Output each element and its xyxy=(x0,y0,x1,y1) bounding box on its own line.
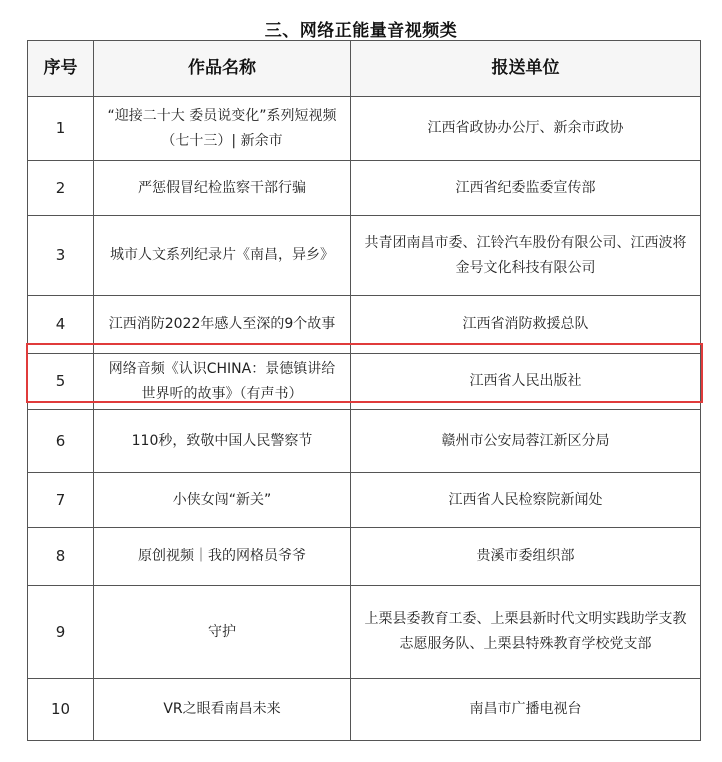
table-row xyxy=(28,679,701,741)
table-row-highlighted xyxy=(28,354,701,410)
submitting-unit: 上栗县委教育工委、上栗县新时代文明实践助学支教志愿服务队、上栗县特殊教育学校党支部 xyxy=(351,586,701,679)
row-number: 6 xyxy=(28,410,94,473)
row-number: 5 xyxy=(28,354,94,410)
table-row xyxy=(28,586,701,679)
work-title: 原创视频｜我的网格员爷爷 xyxy=(94,528,351,586)
column-header-number: 序号 xyxy=(28,41,94,97)
page-title: 三、网络正能量音视频类 xyxy=(264,21,458,41)
table-row xyxy=(28,410,701,473)
table-row xyxy=(28,296,701,354)
work-title: 城市人文系列纪录片《南昌，异乡》 xyxy=(94,216,351,296)
table-row xyxy=(28,473,701,528)
submitting-unit: 南昌市广播电视台 xyxy=(351,679,701,741)
work-title: 网络音频《认识CHINA：景德镇讲给世界听的故事》（有声书） xyxy=(94,354,351,410)
work-title: 小侠女闯“新关” xyxy=(94,473,351,528)
submitting-unit: 江西省政协办公厅、新余市政协 xyxy=(351,97,701,161)
row-number: 4 xyxy=(28,296,94,354)
work-title: “迎接二十大 委员说变化”系列短视频（七十三）| 新余市 xyxy=(94,97,351,161)
row-number: 9 xyxy=(28,586,94,679)
submitting-unit: 江西省消防救援总队 xyxy=(351,296,701,354)
submitting-unit: 江西省人民检察院新闻处 xyxy=(351,473,701,528)
submitting-unit: 江西省纪委监委宣传部 xyxy=(351,161,701,216)
table-header-row xyxy=(28,41,701,97)
column-header-work-title: 作品名称 xyxy=(94,41,351,97)
table-row xyxy=(28,216,701,296)
submitting-unit: 江西省人民出版社 xyxy=(351,354,701,410)
submitting-unit: 贵溪市委组织部 xyxy=(351,528,701,586)
row-number: 7 xyxy=(28,473,94,528)
submitting-unit: 共青团南昌市委、江铃汽车股份有限公司、江西波将金号文化科技有限公司 xyxy=(351,216,701,296)
work-title: 110秒，致敬中国人民警察节 xyxy=(94,410,351,473)
award-table xyxy=(27,40,701,741)
submitting-unit: 赣州市公安局蓉江新区分局 xyxy=(351,410,701,473)
table-row xyxy=(28,528,701,586)
work-title: VR之眼看南昌未来 xyxy=(94,679,351,741)
column-header-submitting-unit: 报送单位 xyxy=(351,41,701,97)
row-number: 3 xyxy=(28,216,94,296)
work-title: 守护 xyxy=(94,586,351,679)
table-row xyxy=(28,161,701,216)
table-row xyxy=(28,97,701,161)
work-title: 严惩假冒纪检监察干部行骗 xyxy=(94,161,351,216)
row-number: 2 xyxy=(28,161,94,216)
row-number: 10 xyxy=(28,679,94,741)
row-number: 1 xyxy=(28,97,94,161)
row-number: 8 xyxy=(28,528,94,586)
work-title: 江西消防2022年感人至深的9个故事 xyxy=(94,296,351,354)
